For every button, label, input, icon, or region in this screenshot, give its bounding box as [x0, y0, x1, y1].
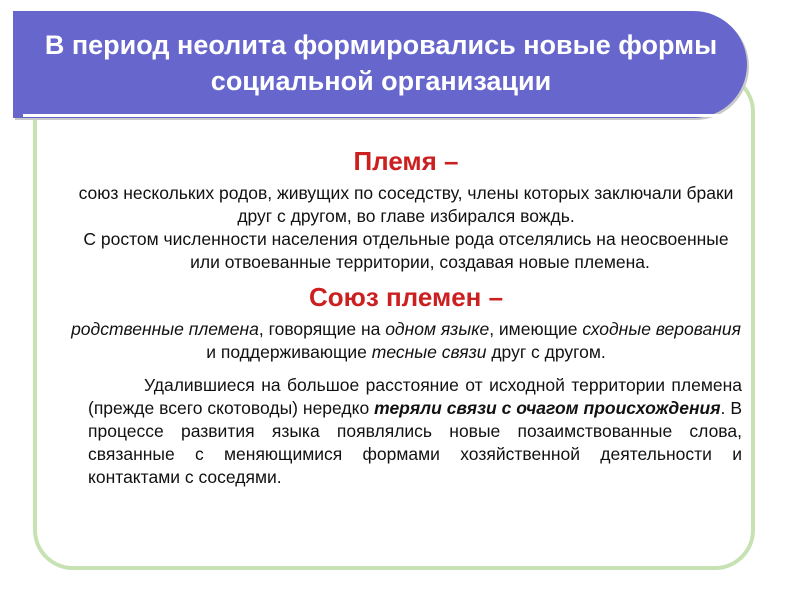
title-bar [13, 11, 747, 118]
title-underline [23, 114, 721, 117]
def-term-close-ties: тесные связи [371, 342, 487, 362]
heading-tribal-union: Союз племен – [308, 282, 504, 312]
def-text-2: , имеющие [489, 319, 583, 339]
slide-title: В период неолита формировались новые формы социальной организации [44, 30, 718, 96]
tribal-union-definition [70, 318, 742, 364]
paragraph-part-1: Удалившиеся на большое расстояние от исходной территории племена (прежде всего скотоводы) нередко [88, 375, 742, 418]
slide-content [70, 146, 742, 489]
def-term-related-tribes: родственные племена [71, 319, 259, 339]
tribe-note: С ростом численности населения отдельные рода отселялись на неосвоенные или отвоеванные территории, создавая новые племена. [83, 229, 729, 272]
def-text-3: и поддерживающие [206, 342, 372, 362]
tribe-definition: союз нескольких родов, живущих по соседству, члены которых заключали браки друг с другом, во главе избирался вождь. [78, 183, 734, 226]
def-text-1: , говорящие на [258, 319, 386, 339]
def-term-similar-beliefs: сходные верования [582, 319, 741, 339]
paragraph-emphasis: теряли связи с очагом происхождения [374, 398, 721, 418]
def-text-4: друг с другом. [486, 342, 606, 362]
heading-tribe: Племя – [353, 146, 459, 176]
def-term-one-language: одном языке [385, 319, 490, 339]
paragraph-part-2: . В процессе развития языка появлялись новые позаимствованные слова, связанные с меняющимися формами хозяйственной деятельности и контактами с соседями. [88, 398, 742, 487]
migration-paragraph [70, 374, 742, 489]
